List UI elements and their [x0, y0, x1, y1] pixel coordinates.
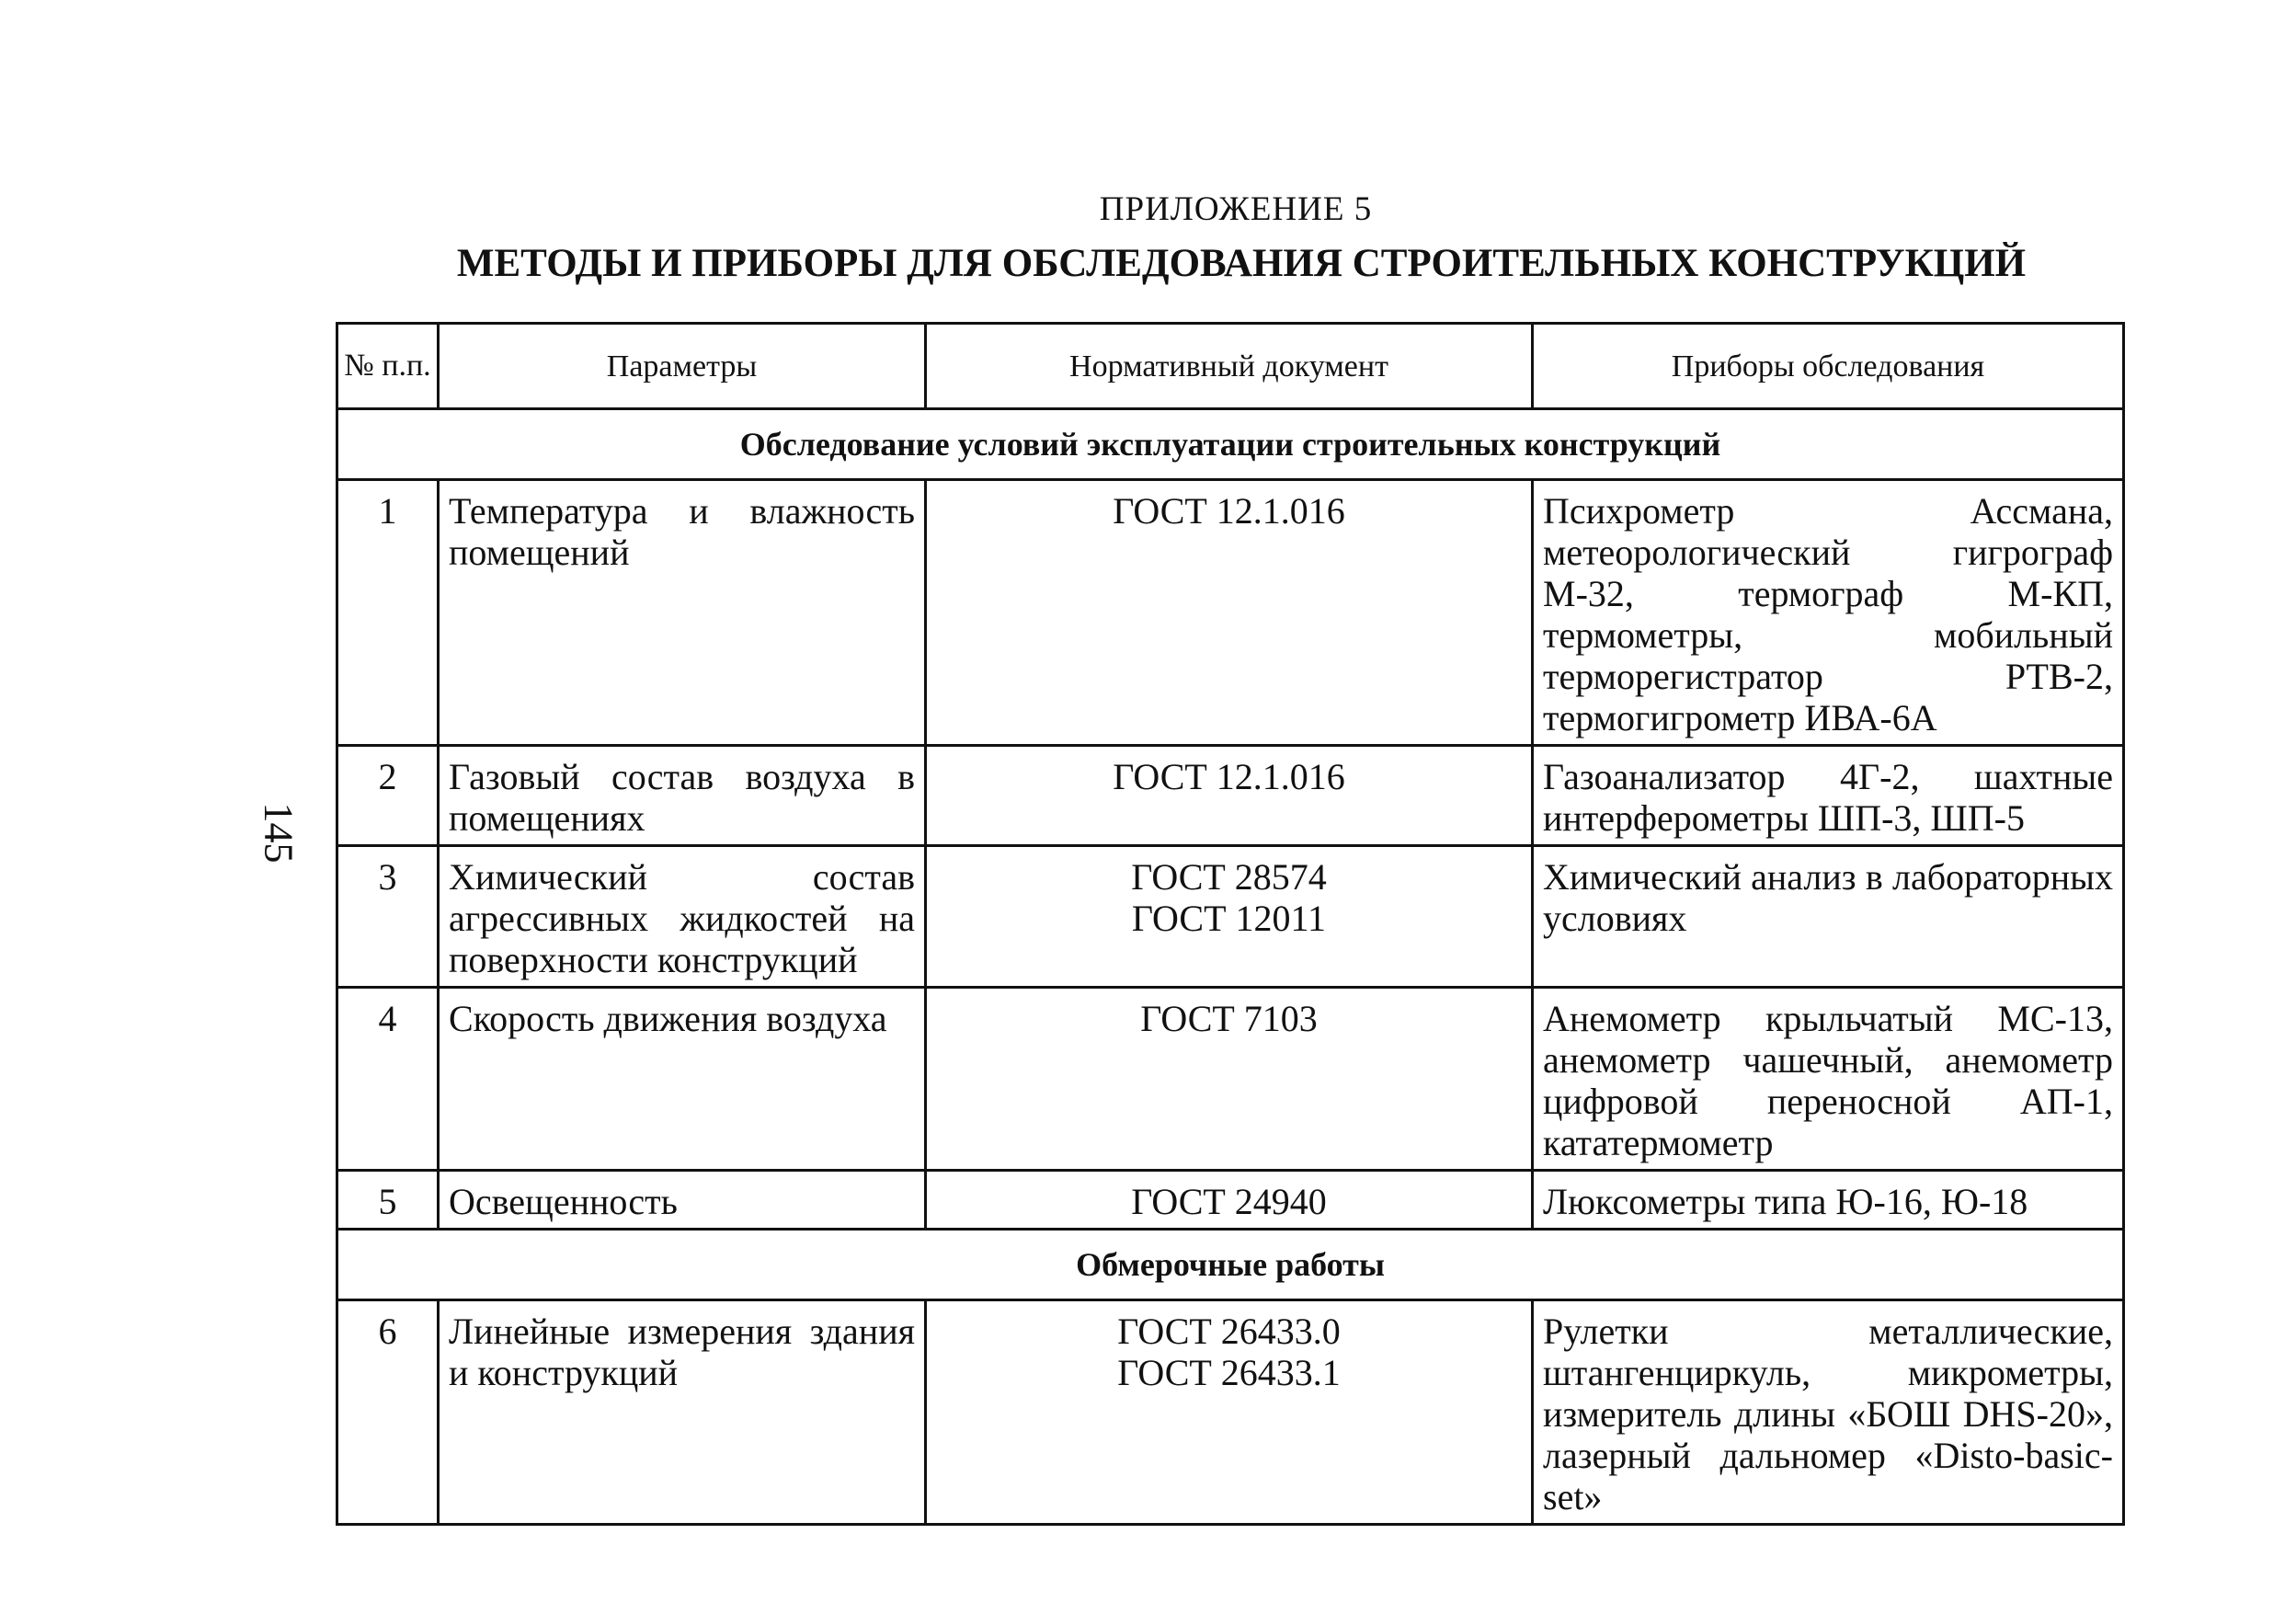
row-parameter: Газовый состав воздуха в помещениях: [439, 746, 926, 846]
row-number: 3: [337, 846, 439, 988]
column-header-doc: Нормативный документ: [926, 324, 1533, 409]
row-document: [926, 746, 1533, 846]
document-code: ГОСТ 26433.1: [1117, 1352, 1341, 1393]
row-number: 5: [337, 1171, 439, 1230]
column-header-params: Параметры: [439, 324, 926, 409]
table-row: [337, 480, 2124, 746]
document-code: ГОСТ 26433.0: [1117, 1311, 1341, 1352]
row-number: 2: [337, 746, 439, 846]
document-code: ГОСТ 24940: [1131, 1181, 1327, 1222]
document-code: ГОСТ 28574: [1131, 856, 1327, 898]
row-instruments: Рулетки металлические, штангенциркуль, микрометры, измеритель длины «БОШ DHS-20», лазерный дальномер «Disto-basic-set»: [1533, 1300, 2124, 1525]
page-number: 145: [256, 802, 302, 864]
row-number: 4: [337, 988, 439, 1171]
row-parameter: Химический состав агрессивных жидкостей на поверхности конструкций: [439, 846, 926, 988]
methods-table: [336, 322, 2125, 1526]
table-row: [337, 1300, 2124, 1525]
table-row: [337, 988, 2124, 1171]
table-row: [337, 1171, 2124, 1230]
table-header-row: [337, 324, 2124, 409]
table-row: [337, 746, 2124, 846]
document-code: ГОСТ 12.1.016: [1113, 490, 1345, 532]
document-code: ГОСТ 12011: [1131, 898, 1327, 939]
row-document: [926, 988, 1533, 1171]
appendix-label: ПРИЛОЖЕНИЕ 5: [1099, 190, 1373, 228]
document-code: ГОСТ 12.1.016: [1113, 756, 1345, 797]
row-instruments: Газоанализатор 4Г-2, шахтные интерферометры ШП-3, ШП-5: [1533, 746, 2124, 846]
row-instruments: Химический анализ в лабораторных условиях: [1533, 846, 2124, 988]
section-header-row: [337, 1230, 2124, 1300]
page-title: МЕТОДЫ И ПРИБОРЫ ДЛЯ ОБСЛЕДОВАНИЯ СТРОИТЕЛЬНЫХ КОНСТРУКЦИЙ: [456, 242, 2027, 285]
row-parameter: Линейные измерения здания и конструкций: [439, 1300, 926, 1525]
row-instruments: Психрометр Ассмана, метеорологический гигрограф М-32, термограф М-КП, термометры, мобильный терморегистратор РТВ-2, термогигрометр ИВА-6А: [1533, 480, 2124, 746]
row-parameter: Температура и влажность помещений: [439, 480, 926, 746]
column-header-num: № п.п.: [337, 324, 439, 409]
section-header-row: [337, 409, 2124, 480]
row-parameter: Освещенность: [439, 1171, 926, 1230]
row-instruments: Анемометр крыльчатый МС-13, анемометр чашечный, анемометр цифровой переносной АП-1, кататермометр: [1533, 988, 2124, 1171]
column-header-instruments: Приборы обследования: [1533, 324, 2124, 409]
row-parameter: Скорость движения воздуха: [439, 988, 926, 1171]
table-row: [337, 846, 2124, 988]
row-number: 6: [337, 1300, 439, 1525]
row-instruments: Люксометры типа Ю-16, Ю-18: [1533, 1171, 2124, 1230]
row-document: [926, 846, 1533, 988]
row-document: [926, 1300, 1533, 1525]
document-code: ГОСТ 7103: [1140, 998, 1318, 1039]
row-document: [926, 480, 1533, 746]
row-number: 1: [337, 480, 439, 746]
section-title: Обмерочные работы: [337, 1230, 2124, 1300]
row-document: [926, 1171, 1533, 1230]
section-title: Обследование условий эксплуатации строительных конструкций: [337, 409, 2124, 480]
